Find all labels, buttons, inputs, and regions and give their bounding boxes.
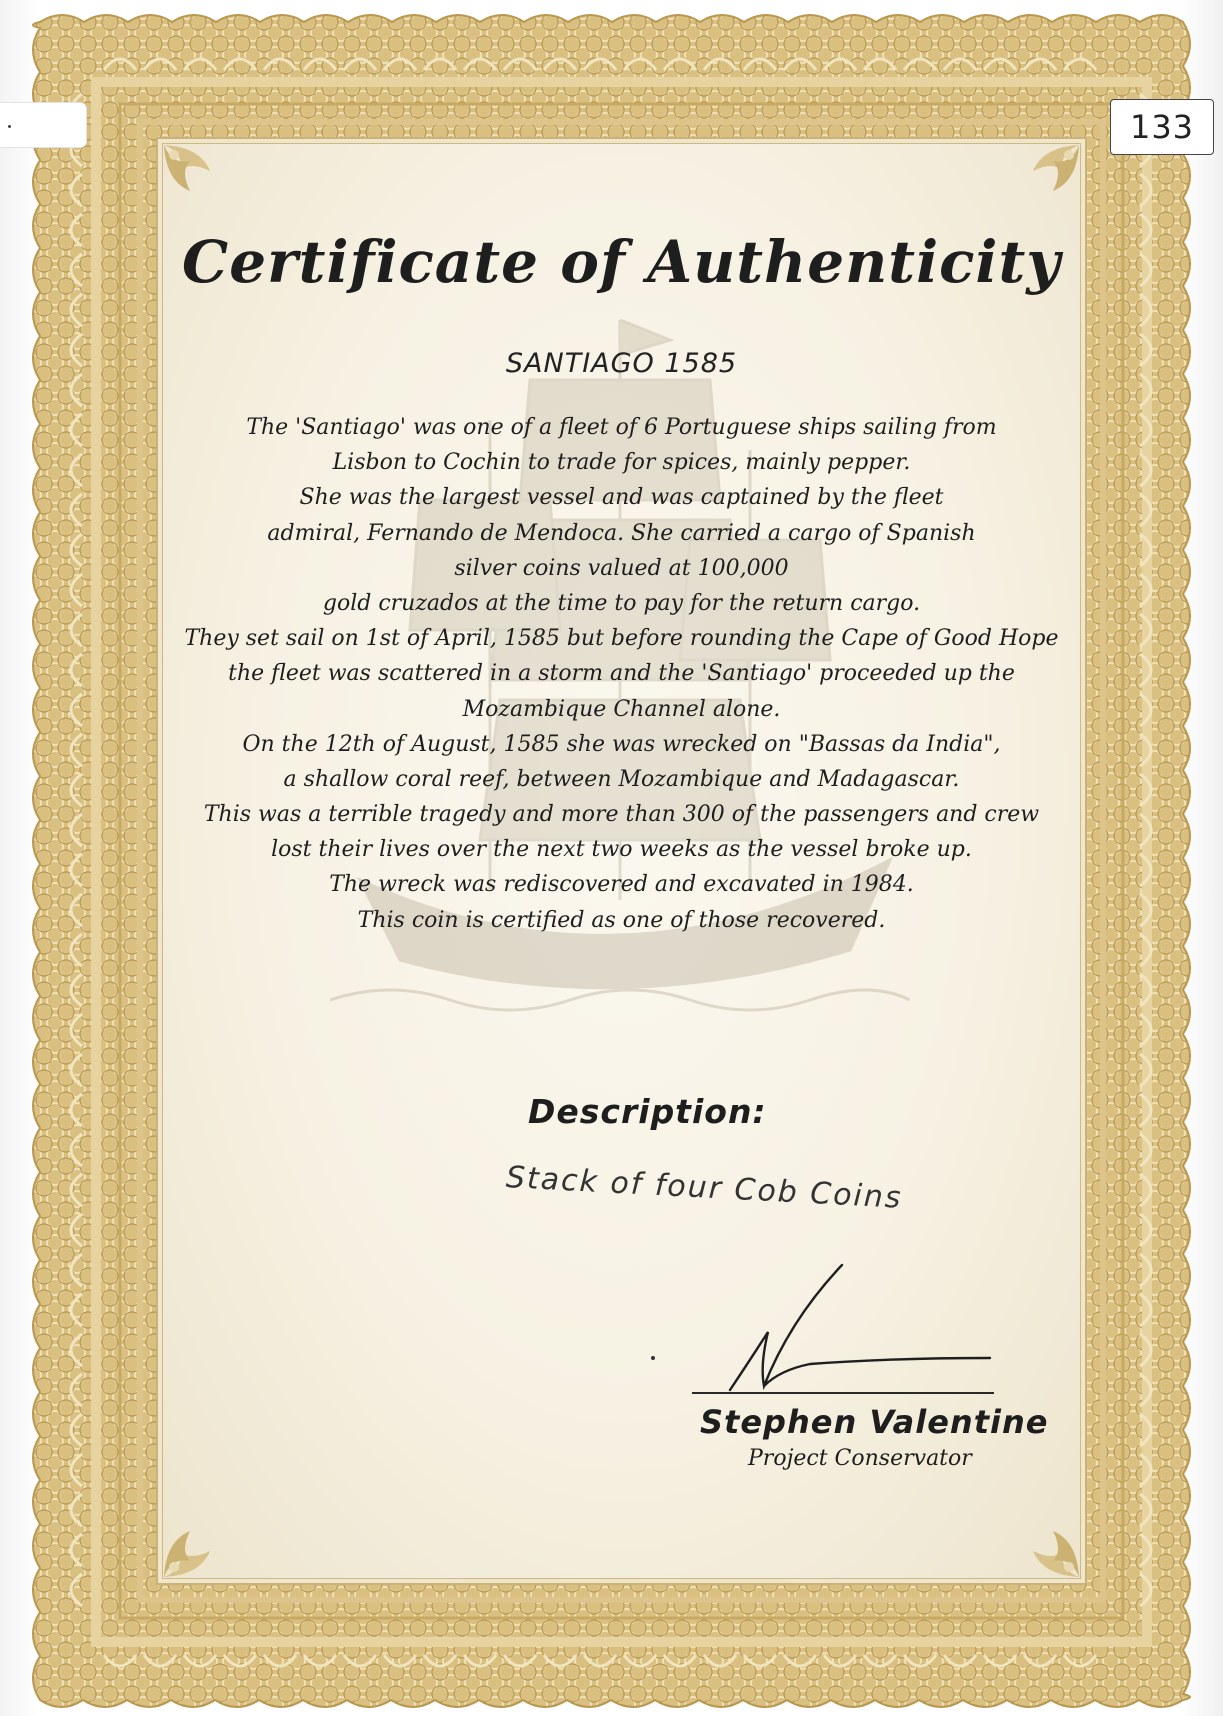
ink-dot (651, 1356, 655, 1360)
inventory-number-tag: 133 (1110, 99, 1214, 155)
history-line: silver coins valued at 100,000 (454, 555, 789, 581)
history-line: This was a terrible tragedy and more than 300 of the passengers and crew (203, 802, 1040, 828)
history-line: gold cruzados at the time to pay for the return cargo. (322, 590, 921, 616)
signer-name: Stephen Valentine (700, 1403, 1049, 1441)
history-line: admiral, Fernando de Mendoca. She carried a cargo of Spanish (267, 520, 976, 546)
description-value: Stack of four Cob Coins (505, 1160, 904, 1216)
history-line: the fleet was scattered in a storm and the 'Santiago' proceeded up the (228, 661, 1015, 687)
history-line: The 'Santiago' was one of a fleet of 6 Portuguese ships sailing from (246, 415, 997, 440)
history-line: a shallow coral reef, between Mozambique and Madagascar. (283, 766, 960, 792)
history-line: She was the largest vessel and was captained by the fleet (299, 485, 944, 511)
history-line: The wreck was rediscovered and excavated in 1984. (329, 872, 914, 898)
corner-flourish-top-left (160, 141, 230, 211)
history-line: Lisbon to Cochin to trade for spices, mainly pepper. (332, 450, 911, 476)
history-line: This coin is certified as one of those recovered. (357, 907, 886, 933)
history-line: They set sail on 1st of April, 1585 but before rounding the Cape of Good Hope (184, 626, 1059, 652)
corner-flourish-bottom-left (160, 1511, 230, 1581)
description-label: Description: (528, 1092, 767, 1131)
corner-flourish-top-right (1013, 141, 1083, 211)
scan-tab-left (0, 103, 86, 147)
ship-name-year: SANTIAGO 1585 (505, 348, 738, 379)
corner-flourish-bottom-right (1013, 1511, 1083, 1581)
signature-scribble (690, 1260, 1010, 1400)
history-line: Mozambique Channel alone. (462, 696, 781, 722)
history-line: On the 12th of August, 1585 she was wrecked on "Bassas da India", (242, 731, 1001, 757)
certificate-title: Certificate of Authenticity (182, 228, 1061, 296)
history-text (176, 410, 1067, 938)
tab-dot (8, 125, 11, 128)
signer-role: Project Conservator (748, 1446, 972, 1471)
signature-line (692, 1392, 994, 1394)
history-line: lost their lives over the next two weeks as the vessel broke up. (271, 837, 972, 863)
